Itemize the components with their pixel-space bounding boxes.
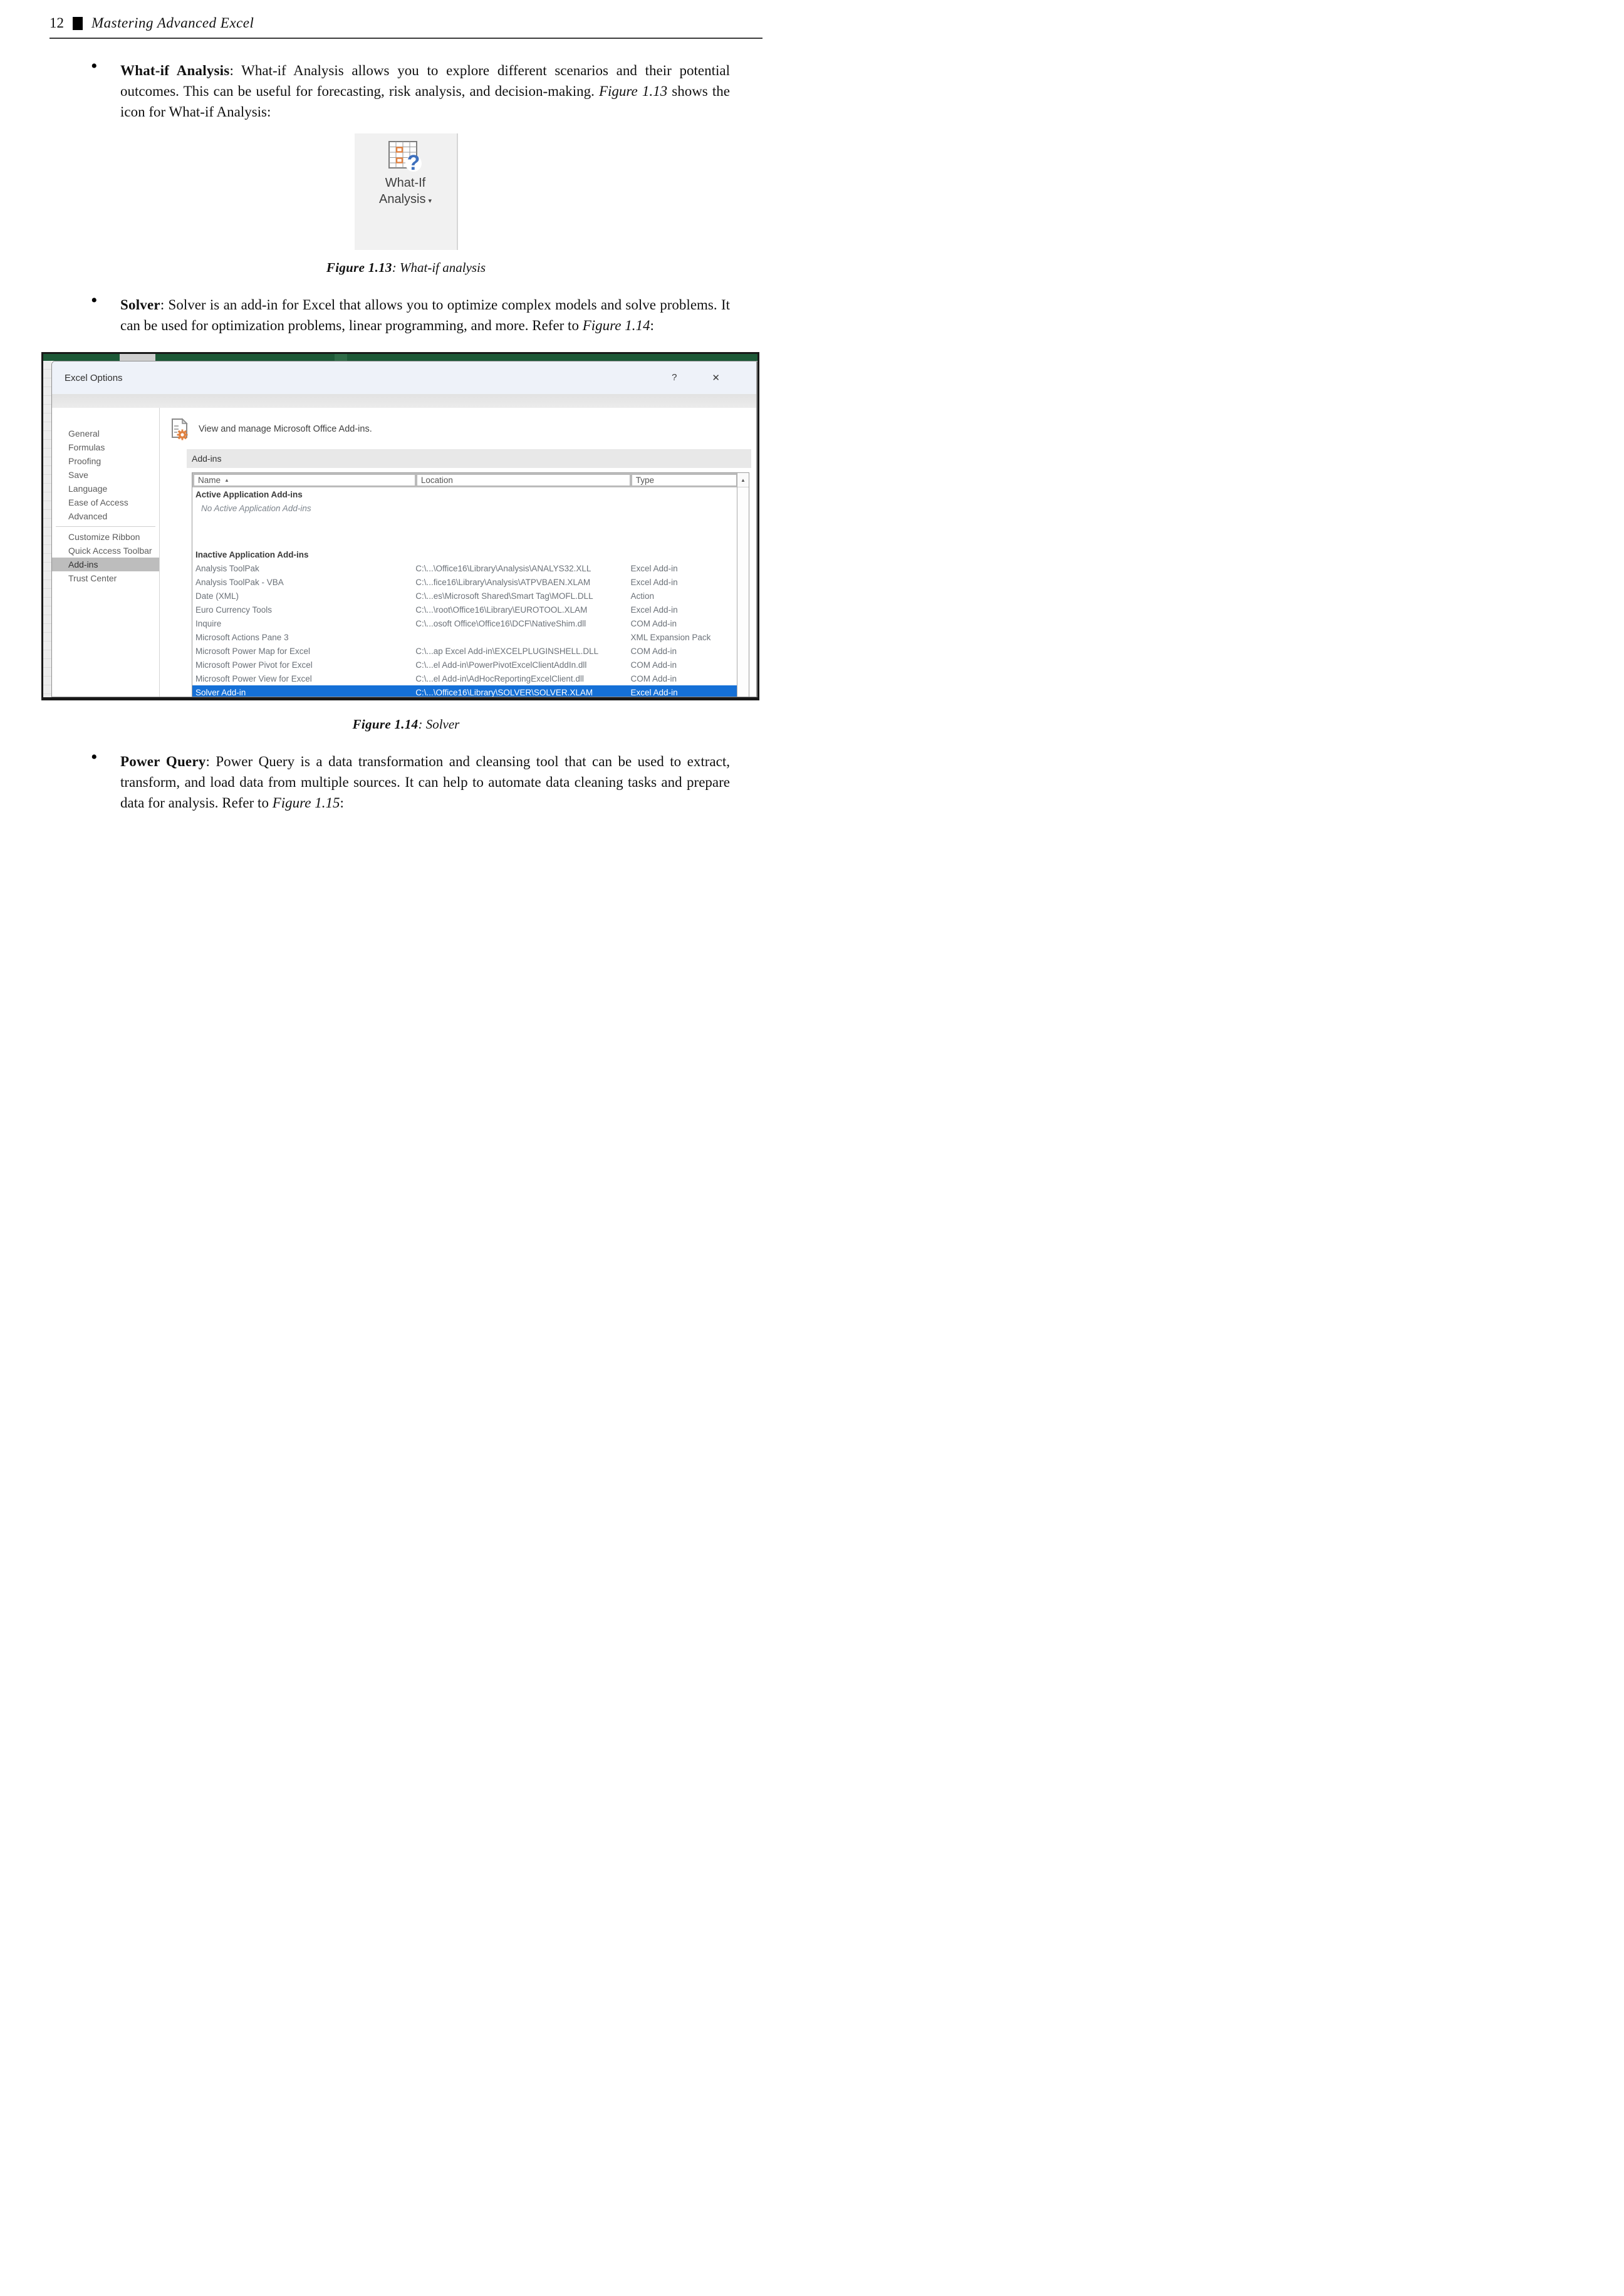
paragraph-text: : — [340, 795, 344, 811]
column-header-location[interactable]: Location — [417, 474, 630, 486]
excel-options-dialog — [51, 361, 757, 697]
caption-text: : Solver — [418, 717, 460, 732]
paragraph-text: : Solver is an add-in for Excel that allows you to optimize complex models and solve problems. It can be used for optimization problems, linear programming, and more. Refer to — [120, 297, 730, 333]
addins-section-header: Add-ins — [187, 449, 751, 468]
table-row[interactable] — [192, 515, 749, 531]
whatif-analysis-button[interactable] — [355, 133, 458, 250]
sidebar-item-save[interactable]: Save — [68, 470, 88, 480]
figure-reference: Figure 1.13 — [598, 83, 668, 99]
table-row[interactable]: Analysis ToolPak - VBA C:\...fice16\Library\Analysis\ATPVBAEN.XLAM Excel Add-in — [195, 577, 678, 587]
bullet-whatif-analysis — [91, 56, 730, 122]
caption-label: Figure 1.14 — [352, 717, 419, 732]
worksheet-behind-strip — [43, 361, 51, 697]
addins-pane — [160, 408, 756, 697]
caption-text: : What-if analysis — [392, 260, 486, 275]
sidebar-item-advanced[interactable]: Advanced — [68, 511, 108, 521]
bullet-icon: • — [91, 56, 98, 76]
scroll-up-icon[interactable]: ▲ — [737, 473, 749, 487]
table-row[interactable]: Date (XML) C:\...es\Microsoft Shared\Smart Tag\MOFL.DLL Action — [195, 591, 655, 601]
paragraph-text: : — [650, 318, 654, 333]
book-title: Mastering Advanced Excel — [91, 15, 254, 31]
manage-addins-text: View and manage Microsoft Office Add-ins. — [199, 424, 372, 434]
column-header-type[interactable]: Type — [632, 474, 737, 486]
sidebar-item-customize-ribbon[interactable]: Customize Ribbon — [68, 532, 140, 542]
table-row[interactable]: Microsoft Actions Pane 3 XML Expansion Pack — [195, 632, 711, 642]
addins-table-header — [192, 473, 749, 487]
excel-ribbon-strip — [43, 354, 757, 361]
close-icon[interactable]: ✕ — [712, 373, 720, 383]
column-header-name[interactable]: Name ▲ — [194, 474, 415, 486]
dropdown-arrow-icon: ▾ — [428, 197, 432, 205]
sidebar-item-formulas[interactable]: Formulas — [68, 442, 105, 452]
ribbon-strip-highlight — [120, 354, 155, 361]
paragraph-text: shows the icon for What-if Analysis: — [120, 83, 730, 120]
table-scrollbar[interactable] — [737, 473, 749, 697]
table-row[interactable]: Inactive Application Add-ins — [195, 549, 309, 559]
book-page — [0, 0, 812, 1148]
term-label: What-if Analysis — [120, 63, 230, 78]
section-marker-icon — [73, 17, 83, 30]
table-row[interactable]: Analysis ToolPak C:\...\Office16\Library\Analysis\ANALYS32.XLL Excel Add-in — [195, 563, 678, 573]
help-icon[interactable]: ? — [672, 372, 677, 383]
manage-addins-row — [170, 417, 756, 442]
table-row[interactable] — [192, 531, 749, 548]
table-row[interactable]: Microsoft Power Pivot for Excel C:\...el Add-in\PowerPivotExcelClientAddIn.dll COM Add-in — [195, 660, 677, 670]
term-label: Solver — [120, 297, 160, 313]
paragraph — [120, 60, 730, 122]
sidebar-item-proofing[interactable]: Proofing — [68, 456, 102, 466]
bullet-icon: • — [91, 290, 98, 311]
paragraph — [120, 751, 730, 813]
paragraph-text: : What-if Analysis allows you to explore different scenarios and their potential outcomes. This can be useful for forecasting, risk analysis, and decision-making. — [120, 63, 730, 99]
ribbon-strip-seam — [335, 354, 347, 361]
sidebar-item-trust-center[interactable]: Trust Center — [68, 573, 117, 583]
addins-table-body — [192, 487, 749, 697]
sidebar-item-general[interactable]: General — [68, 429, 100, 439]
options-sidebar — [52, 408, 160, 697]
excel-options-screenshot — [41, 352, 759, 700]
addins-gear-document-icon — [170, 418, 190, 440]
table-row[interactable]: Solver Add-in C:\...\Office16\Library\SOLVER\SOLVER.XLAM Excel Add-in — [192, 685, 749, 697]
bullet-power-query — [91, 747, 730, 813]
paragraph — [120, 294, 730, 336]
term-label: Power Query — [120, 754, 206, 769]
svg-text:?: ? — [407, 151, 420, 175]
bullet-icon: • — [91, 747, 98, 767]
whatif-grid-question-icon — [387, 140, 424, 175]
addins-table — [192, 472, 749, 697]
figure-reference: Figure 1.14 — [582, 318, 650, 333]
title-bar-shadow-band — [52, 394, 756, 408]
sidebar-item-language[interactable]: Language — [68, 484, 108, 494]
page-header — [49, 15, 763, 39]
table-row[interactable]: No Active Application Add-ins — [201, 503, 311, 513]
table-row[interactable]: Euro Currency Tools C:\...\root\Office16\Library\EUROTOOL.XLAM Excel Add-in — [195, 605, 678, 615]
sort-asc-icon: ▲ — [224, 477, 229, 483]
table-row[interactable]: Inquire C:\...osoft Office\Office16\DCF\NativeShim.dll COM Add-in — [195, 618, 677, 628]
table-row[interactable]: Microsoft Power Map for Excel C:\...ap Excel Add-in\EXCELPLUGINSHELL.DLL COM Add-in — [195, 646, 677, 656]
sidebar-item-add-ins[interactable]: Add-ins — [52, 558, 159, 571]
table-row[interactable]: Microsoft Power View for Excel C:\...el Add-in\AdHocReportingExcelClient.dll COM Add-in — [195, 673, 677, 683]
whatif-button-label-line2: Analysis ▾ — [378, 192, 432, 206]
table-row[interactable]: Active Application Add-ins — [195, 489, 303, 499]
sidebar-item-quick-access-toolbar[interactable]: Quick Access Toolbar — [68, 546, 152, 556]
paragraph-text: : Power Query is a data transformation and cleansing tool that can be used to extract, transform, and load data from multiple sources. It can help to automate data cleaning tasks and prepare data for analysis. Refer to — [120, 754, 730, 811]
figure-caption-1-14 — [0, 717, 812, 732]
sidebar-item-ease-of-access[interactable]: Ease of Access — [68, 497, 128, 507]
page-number: 12 — [49, 15, 64, 31]
whatif-button-label-line1: What-If — [385, 176, 426, 190]
sidebar-divider — [56, 526, 155, 527]
figure-caption-1-13 — [0, 260, 812, 276]
figure-reference: Figure 1.15 — [272, 795, 340, 811]
caption-label: Figure 1.13 — [326, 260, 392, 275]
dialog-title: Excel Options — [65, 372, 123, 383]
bullet-solver — [91, 290, 730, 336]
dialog-title-bar — [52, 361, 756, 394]
